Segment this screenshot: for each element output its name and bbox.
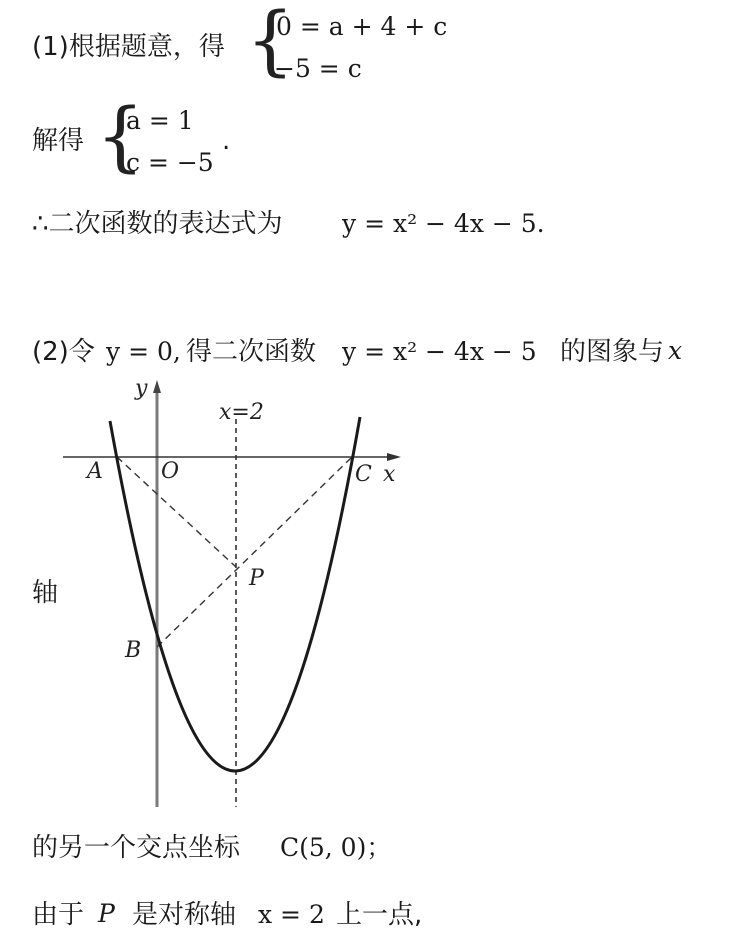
equation-system-2-row-2: c = −5 [126,148,214,177]
part1-intro: (1)根据题意，得 [32,32,225,62]
part2-symmetry-axis-text: 是对称轴 [132,900,237,930]
part2-formula: y = x² − 4x − 5 [342,337,537,366]
part2-other-intersection-text: 的另一个交点坐标 [32,833,241,863]
part2-intro: (2)令 [32,337,95,367]
parabola-curve [110,417,360,771]
label-B: B [125,638,142,663]
equation-system-2-row-1: a = 1 [126,106,194,135]
parabola-figure [55,375,405,815]
left-brace-2: { [96,91,145,180]
condition-y-zero: y = 0, [106,337,181,366]
left-brace-1: { [246,0,295,84]
equation-system-1-row-2: −5 = c [274,54,362,83]
conclusion-text: ∴二次函数的表达式为 [32,209,283,239]
label-O: O [161,459,180,484]
part2-point-on-text: 上一点, [336,900,423,930]
label-P: P [249,566,264,591]
part2-var-x: x [668,336,683,365]
x-axis-arrow [387,453,401,461]
point-P: P [98,899,115,928]
label-x-eq-2: x=2 [219,400,264,425]
period: . [222,126,231,156]
axis-word: 轴 [32,578,59,608]
conclusion-formula: y = x² − 4x − 5. [342,209,545,238]
label-y: y [135,376,148,401]
point-C-coordinates: C(5, 0)； [280,833,392,862]
y-axis-arrow [153,380,161,393]
label-x: x [383,462,396,487]
equation-system-1-row-1: 0 = a + 4 + c [276,12,448,41]
solve-label: 解得 [32,126,85,156]
symmetry-equation: x = 2 [258,900,325,929]
label-C: C [355,462,372,487]
part2-text-quadratic: 得二次函数 [186,337,317,367]
segment-BC [157,457,352,647]
part2-text-graph: 的图象与 [560,337,665,367]
part2-because-text: 由于 [32,900,85,930]
label-A: A [87,459,103,484]
